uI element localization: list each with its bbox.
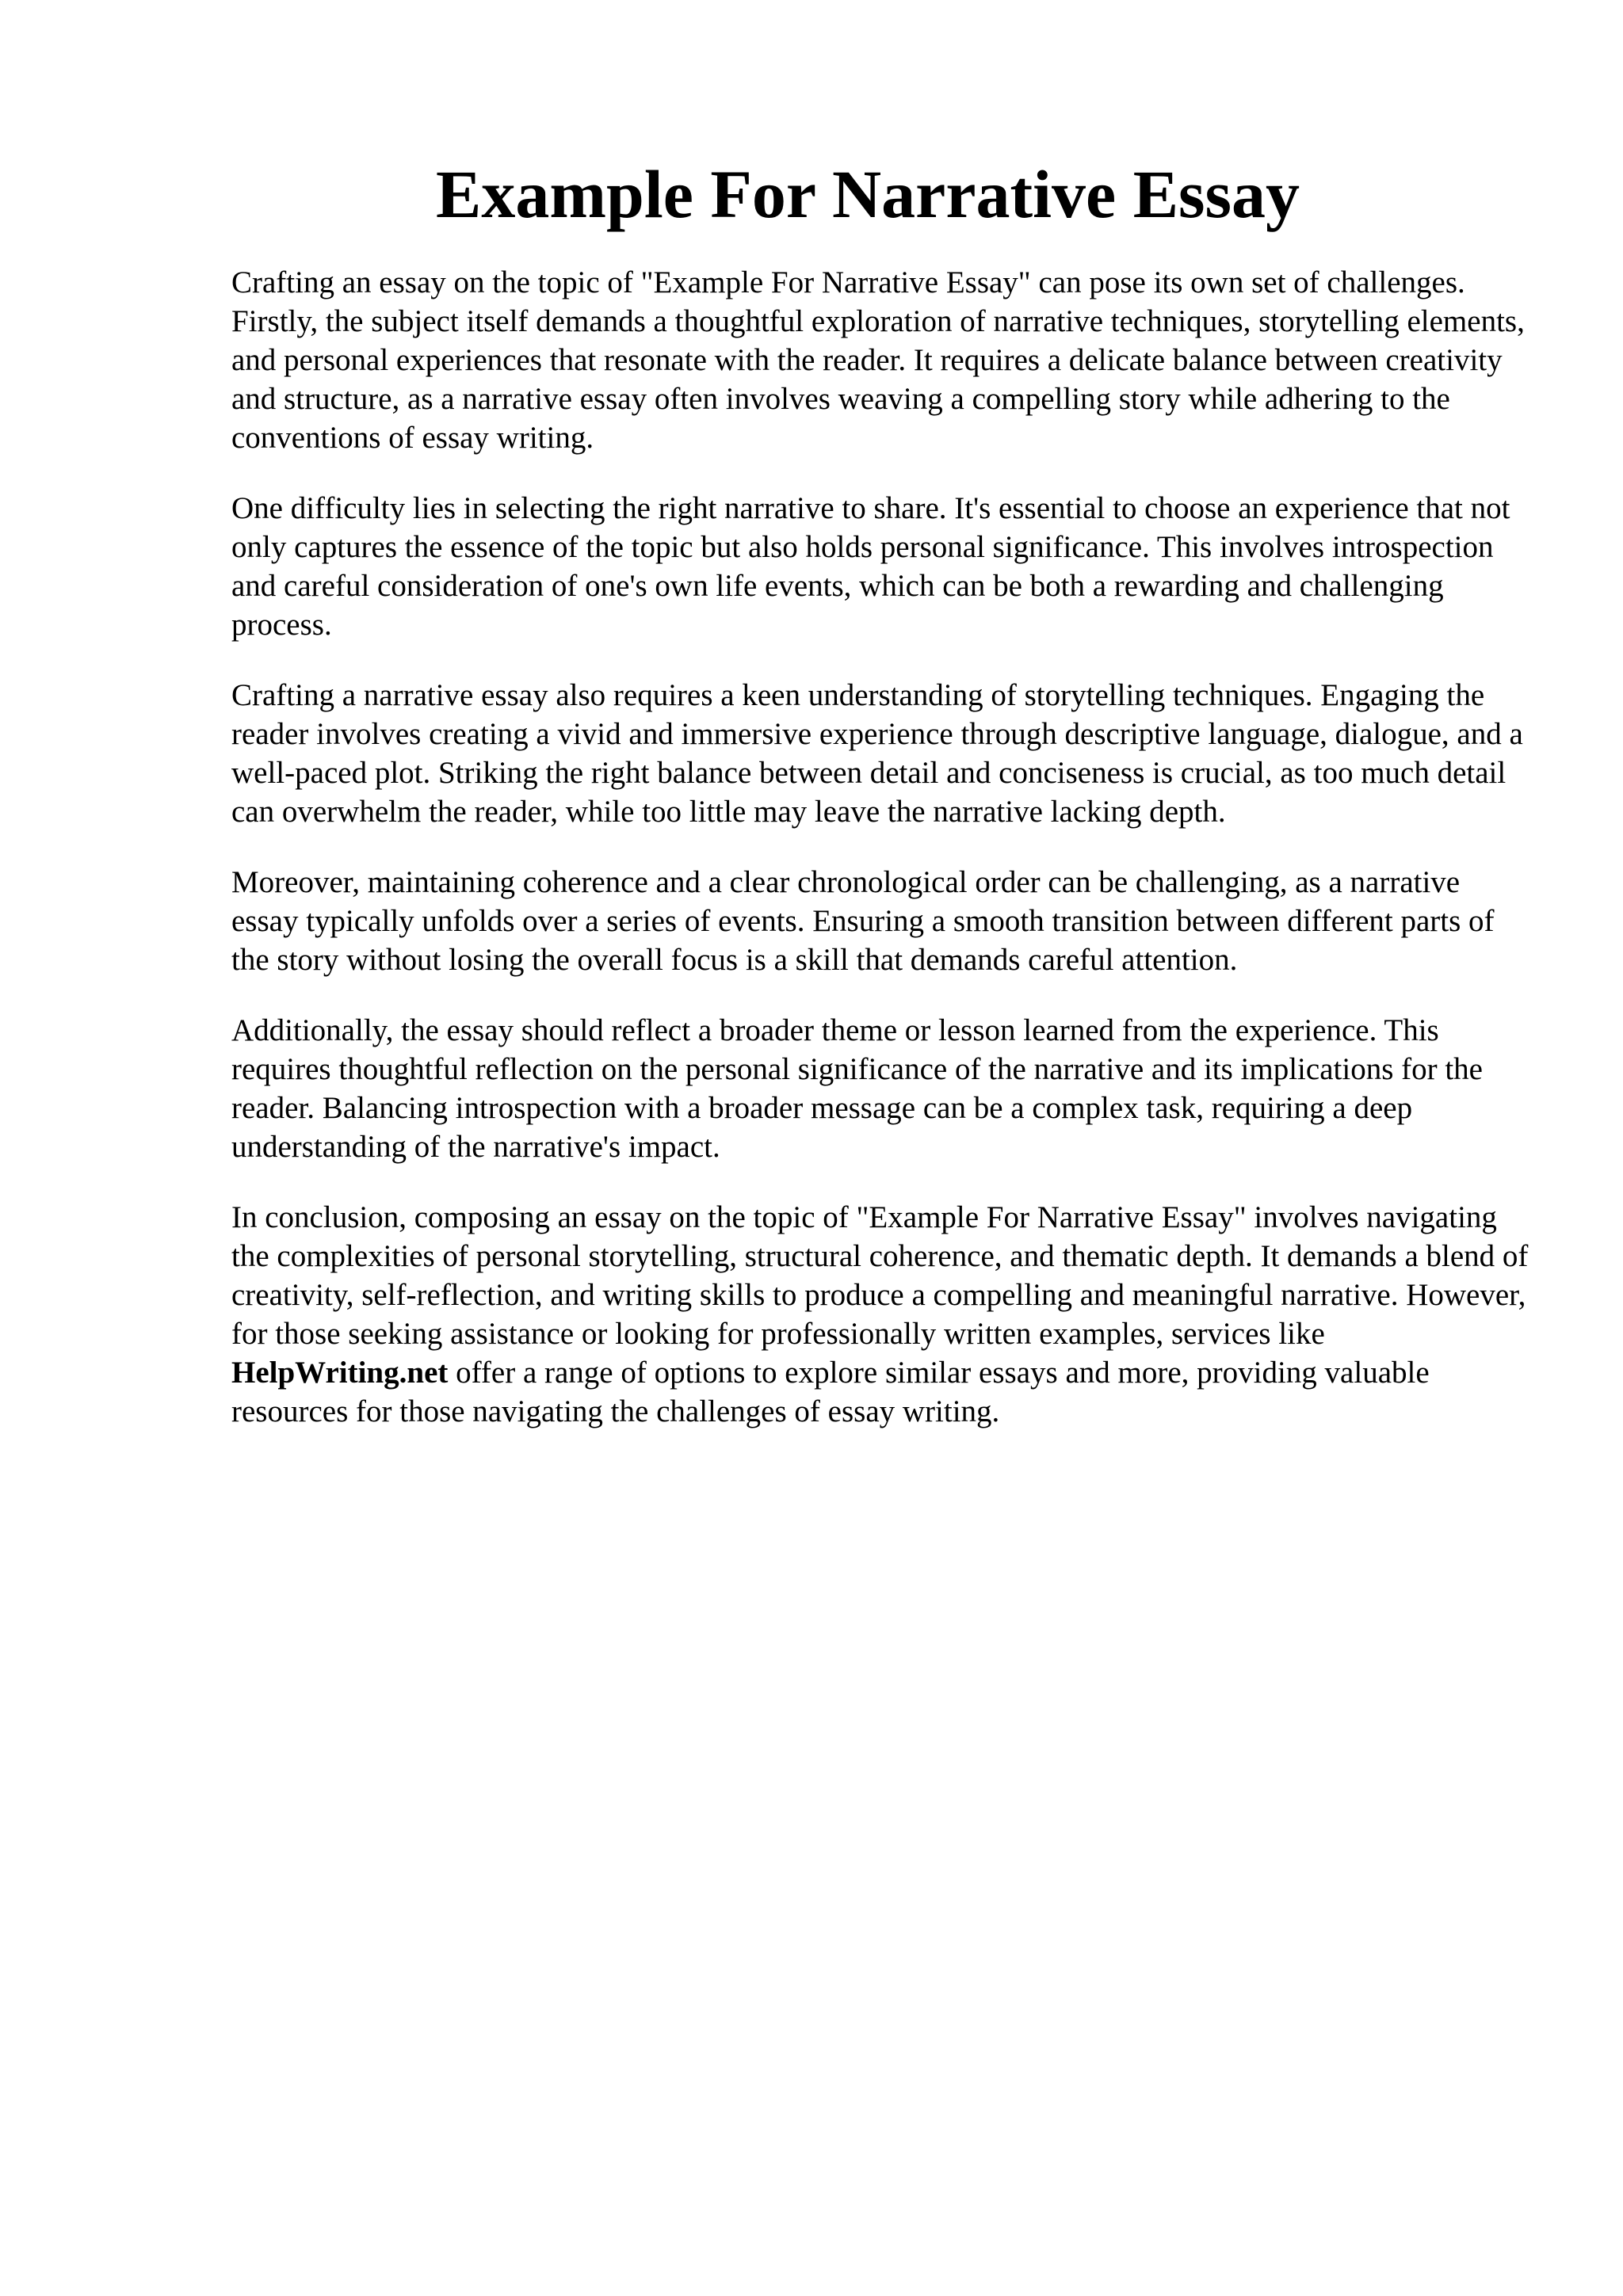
conclusion-text-after: offer a range of options to explore similar essays and more, providing valuable resources for those navigating the challenges of essay writing. [231, 1356, 1430, 1428]
brand-name: HelpWriting.net [231, 1356, 449, 1390]
paragraph-5: Additionally, the essay should reflect a broader theme or lesson learned from the experience. This requires thoughtful reflection on the personal significance of the narrative and its implications for the reader. Balancing introspection with a broader message can be a complex task, requiring a deep understanding of the narrative's impact. [231, 1013, 1483, 1164]
essay-body [231, 263, 1531, 1463]
conclusion-text-before: In conclusion, composing an essay on the topic of "Example For Narrative Essay" involves navigating the complexities of personal storytelling, structural coherence, and thematic depth. It demands a blend of creativity, self-reflection, and writing skills to produce a compelling and meaningful narrative. However, for those seeking assistance or looking for professionally written examples, services like [231, 1200, 1529, 1351]
paragraph-3: Crafting a narrative essay also requires a keen understanding of storytelling techniques. Engaging the reader involves creating a vivid and immersive experience through descriptive language, dialogue, and a well-paced plot. Striking the right balance between detail and conciseness is crucial, as too much detail can overwhelm the reader, while too little may leave the narrative lacking depth. [231, 678, 1523, 829]
paragraph-1: Crafting an essay on the topic of "Example For Narrative Essay" can pose its own set of challenges. Firstly, the subject itself demands a thoughtful exploration of narrative techniques, storytelling elements, and personal experiences that resonate with the reader. It requires a delicate balance between creativity and structure, as a narrative essay often involves weaving a compelling story while adhering to the conventions of essay writing. [231, 265, 1525, 455]
paragraph-4: Moreover, maintaining coherence and a clear chronological order can be challenging, as a narrative essay typically unfolds over a series of events. Ensuring a smooth transition between different parts of the story without losing the overall focus is a skill that demands careful attention. [231, 865, 1495, 977]
paragraph-2: One difficulty lies in selecting the right narrative to share. It's essential to choose an experience that not only captures the essence of the topic but also holds personal significance. This involves introspection and careful consideration of one's own life events, which can be both a rewarding and challenging process. [231, 491, 1510, 642]
page-title: Example For Narrative Essay [436, 156, 1300, 232]
conclusion-paragraph [231, 1198, 1531, 1431]
